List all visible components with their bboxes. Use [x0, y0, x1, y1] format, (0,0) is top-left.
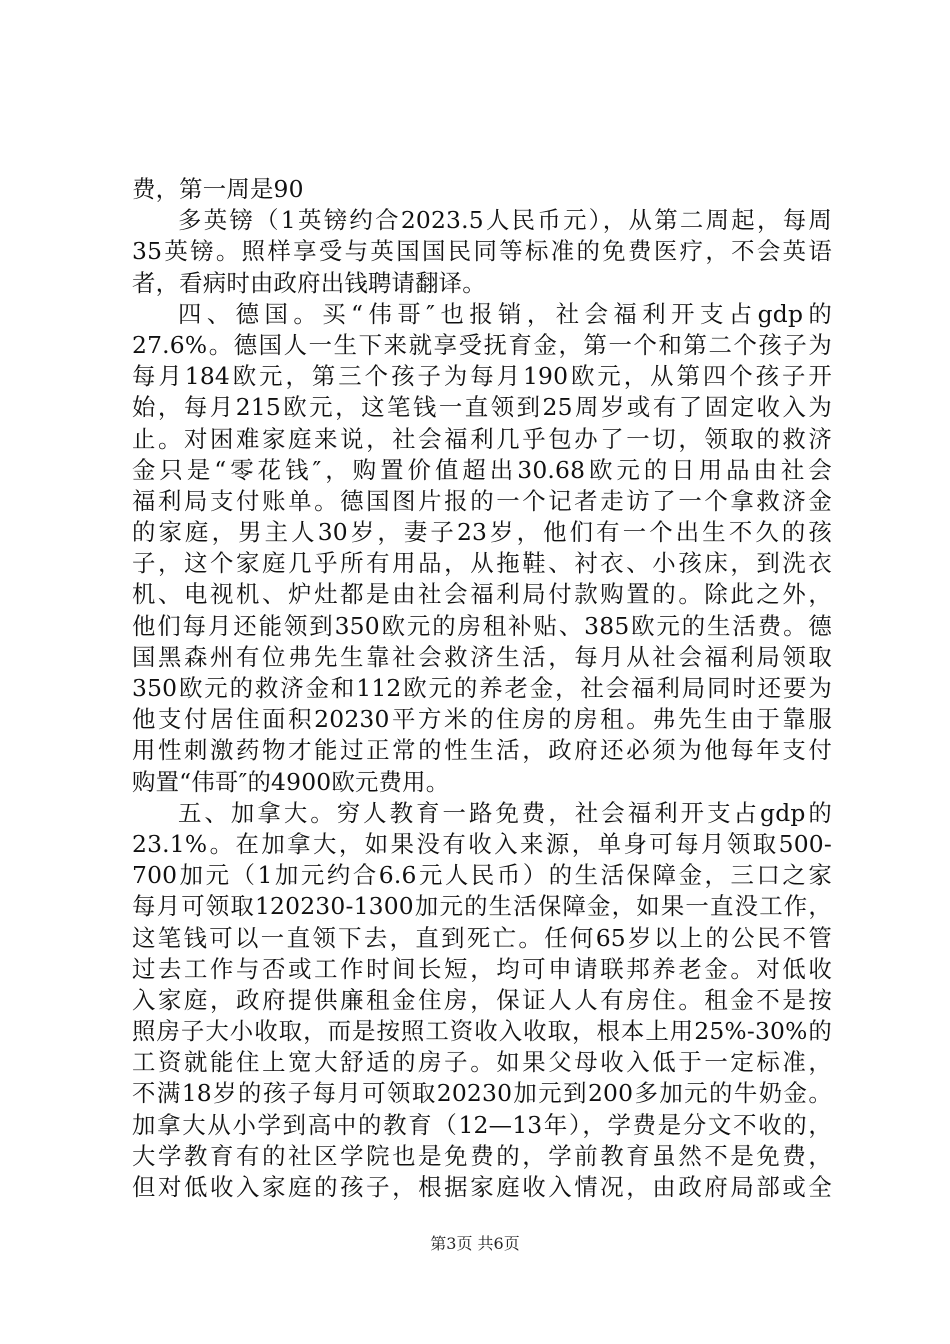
- text-line: 子，这个家庭几乎所有用品，从拖鞋、衬衣、小孩床，到洗衣: [132, 549, 832, 578]
- text-line: 购置“伟哥″的4900欧元费用。: [132, 767, 450, 796]
- text-line: 每月184欧元，第三个孩子为每月190欧元，从第四个孩子开: [132, 362, 832, 391]
- text-line: 这笔钱可以一直领下去，直到死亡。任何65岁以上的公民不管: [132, 923, 832, 952]
- text-line: 35英镑。照样享受与英国国民同等标准的免费医疗，不会英语: [132, 237, 832, 266]
- text-line: 四、德国。买“伟哥″也报销，社会福利开支占gdp的: [178, 299, 832, 328]
- text-line: 700加元（1加元约合6.6元人民币）的生活保障金，三口之家: [132, 861, 832, 890]
- text-line: 不满18岁的孩子每月可领取20230加元到200多加元的牛奶金。: [132, 1079, 832, 1108]
- text-line: 大学教育有的社区学院也是免费的，学前教育虽然不是免费，: [132, 1141, 832, 1170]
- text-line: 者，看病时由政府出钱聘请翻译。: [132, 268, 486, 297]
- text-line: 费，第一周是90: [132, 175, 304, 203]
- text-line: 工资就能住上宽大舒适的房子。如果父母收入低于一定标准，: [132, 1048, 832, 1077]
- text-line: 但对低收入家庭的孩子，根据家庭收入情况，由政府局部或全: [132, 1173, 832, 1201]
- text-line: 过去工作与否或工作时间长短，均可申请联邦养老金。对低收: [132, 954, 832, 983]
- text-line: 350欧元的救济金和112欧元的养老金，社会福利局同时还要为: [132, 674, 832, 702]
- text-line: 每月可领取120230-1300加元的生活保障金，如果一直没工作，: [132, 892, 832, 921]
- text-line: 金只是“零花钱″，购置价值超出30.68欧元的日用品由社会: [132, 455, 832, 484]
- text-line: 五、加拿大。穷人教育一路免费，社会福利开支占gdp的: [178, 798, 832, 827]
- text-line: 他们每月还能领到350欧元的房租补贴、385欧元的生活费。德: [132, 611, 832, 640]
- text-line: 入家庭，政府提供廉租金住房，保证人人有房住。租金不是按: [132, 985, 832, 1014]
- text-line: 的家庭，男主人30岁，妻子23岁，他们有一个出生不久的孩: [132, 518, 832, 547]
- text-line: 加拿大从小学到高中的教育（12—13年），学费是分文不收的，: [132, 1110, 832, 1139]
- page-footer: 第3页 共6页: [430, 1234, 520, 1253]
- text-line: 止。对困难家庭来说，社会福利几乎包办了一切，领取的救济: [132, 424, 832, 453]
- text-line: 国黑森州有位弗先生靠社会救济生活，每月从社会福利局领取: [132, 642, 832, 671]
- text-line: 用性刺激药物才能过正常的性生活，政府还必须为他每年支付: [132, 736, 832, 765]
- text-line: 机、电视机、炉灶都是由社会福利局付款购置的。除此之外，: [132, 580, 832, 609]
- text-line: 照房子大小收取，而是按照工资收入收取，根本上用25%-30%的: [132, 1017, 832, 1046]
- text-line: 福利局支付账单。德国图片报的一个记者走访了一个拿救济金: [132, 486, 832, 515]
- text-line: 23.1%。在加拿大，如果没有收入来源，单身可每月领取500-: [132, 829, 832, 858]
- text-line: 27.6%。德国人一生下来就享受抚育金，第一个和第二个孩子为: [132, 330, 832, 359]
- text-line: 他支付居住面积20230平方米的住房的房租。弗先生由于靠服: [132, 705, 832, 734]
- document-body: [132, 174, 832, 1203]
- text-line: 始，每月215欧元，这笔钱一直领到25周岁或有了固定收入为: [132, 393, 832, 422]
- text-line: 多英镑（1英镑约合2023.5人民币元），从第二周起，每周: [178, 206, 832, 235]
